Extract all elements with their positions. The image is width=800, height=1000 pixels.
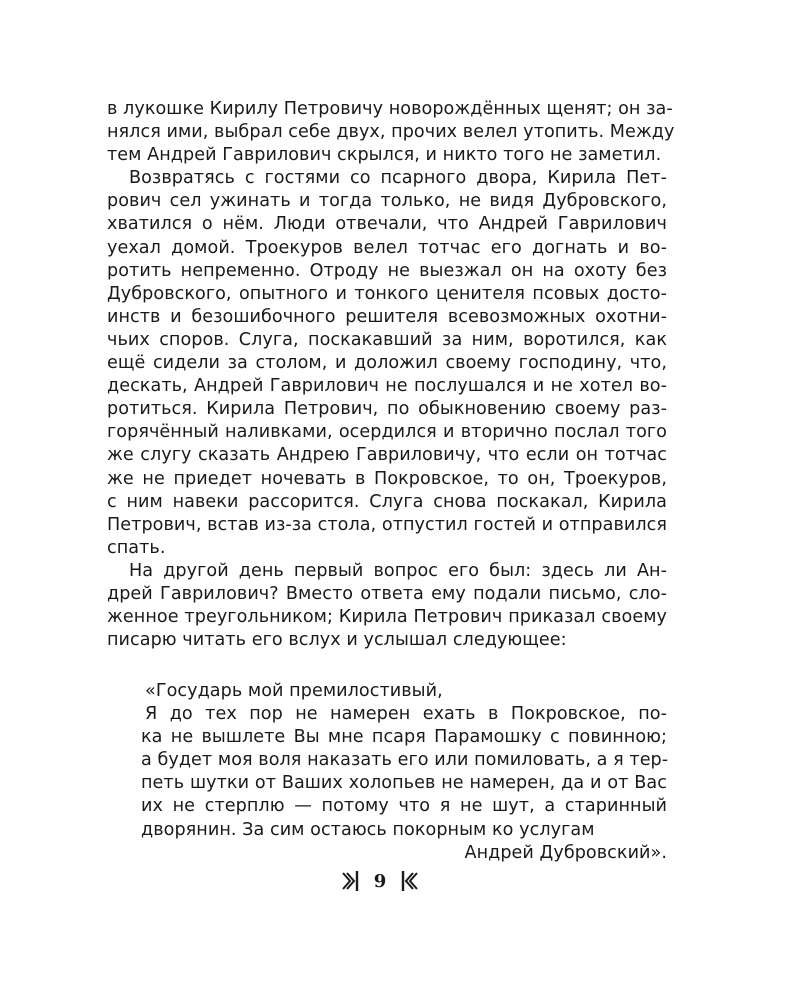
text-line: дрей Гаврилович? Вместо ответа ему подали письмо, сло- bbox=[107, 583, 667, 604]
main-text bbox=[107, 98, 675, 652]
text-line: же не приедет ночевать в Покровское, то он, Троекуров, bbox=[107, 468, 667, 489]
text-line: инств и безошибочного решителя всевозможных охотни- bbox=[107, 306, 667, 327]
text-line: хватился о нём. Люди отвечали, что Андрей Гаврилович bbox=[107, 214, 667, 235]
letter-quote bbox=[107, 680, 667, 865]
letter-line: дворянин. За сим остаюсь покорным ко услугам bbox=[141, 819, 595, 840]
letter-salutation: «Государь мой премилостивый, bbox=[145, 681, 443, 701]
text-line: спать. bbox=[107, 537, 166, 558]
letter-signature: Андрей Дубровский». bbox=[464, 842, 667, 863]
text-line: с ним навеки рассорится. Слуга снова поскакал, Кирила bbox=[107, 491, 667, 512]
text-line: нялся ими, выбрал себе двух, прочих велел утопить. Между bbox=[107, 122, 675, 143]
letter-line: Я до тех пор не намерен ехать в Покровское, по- bbox=[145, 704, 667, 725]
letter-line: их не стерплю — потому что я не шут, а старинный bbox=[141, 796, 667, 817]
text-line: горячённый наливками, осердился и вторично послал того bbox=[107, 422, 667, 443]
letter-line: а будет моя воля наказать его или помиловать, а я тер- bbox=[141, 750, 669, 771]
text-line: Возвратясь с гостями со псарного двора, Кирила Пет- bbox=[129, 168, 667, 189]
page-number: 9 bbox=[373, 870, 387, 892]
text-line: чьих споров. Слуга, поскакавший за ним, воротился, как bbox=[107, 329, 667, 350]
text-line: же слугу сказать Андрею Гавриловичу, что если он тотчас bbox=[107, 445, 667, 466]
letter-line: петь шутки от Ваших холопьев не намерен, да и от Вас bbox=[141, 773, 667, 794]
text-line: в лукошке Кирилу Петровичу новорождённых щенят; он за- bbox=[107, 99, 673, 119]
text-line: дескать, Андрей Гаврилович не послушался и не хотел во- bbox=[107, 376, 667, 397]
letter-line: ка не вышлете Вы мне псаря Парамошку с повинною; bbox=[141, 727, 667, 748]
text-line: писарю читать его вслух и услышал следующее: bbox=[107, 630, 567, 651]
ornament-right-icon bbox=[401, 870, 419, 892]
text-line: Дубровского, опытного и тонкого ценителя псовых досто- bbox=[107, 283, 667, 304]
text-line: уехал домой. Троекуров велел тотчас его догнать и во- bbox=[107, 237, 667, 258]
page-footer bbox=[0, 870, 760, 892]
text-line: На другой день первый вопрос его был: здесь ли Ан- bbox=[129, 560, 667, 581]
text-line: рович сел ужинать и тогда только, не видя Дубровского, bbox=[107, 191, 667, 212]
text-line: Петрович, встав из-за стола, отпустил гостей и отправился bbox=[107, 514, 667, 535]
text-line: ротиться. Кирила Петрович, по обыкновению своему раз- bbox=[107, 399, 667, 420]
ornament-left-icon bbox=[341, 870, 359, 892]
text-line: ротить непременно. Отроду не выезжал он на охоту без bbox=[107, 260, 667, 281]
text-line: ещё сидели за столом, и доложил своему господину, что, bbox=[107, 353, 667, 374]
text-line: тем Андрей Гаврилович скрылся, и никто того не заметил. bbox=[107, 145, 662, 166]
text-line: женное треугольником; Кирила Петрович приказал своему bbox=[107, 607, 667, 628]
